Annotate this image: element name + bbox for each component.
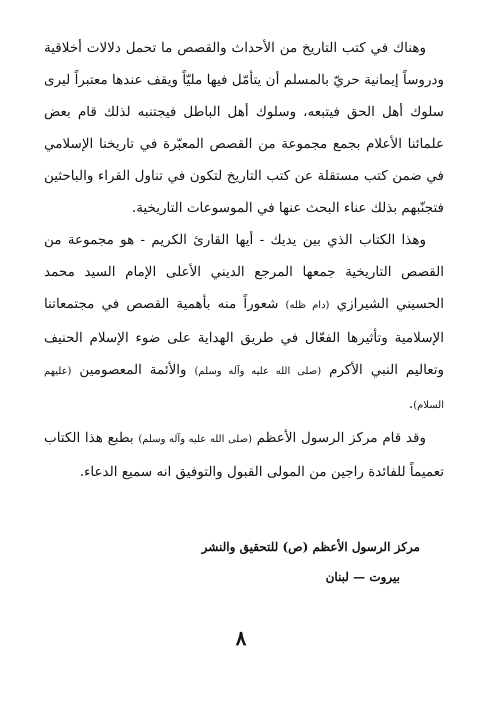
paragraph-2 (44, 224, 444, 422)
paragraph-text: والأئمة المعصومين (71, 362, 195, 378)
paragraph-text: بطبع هذا الكتاب تعميماً للفائدة راجين من المولى القبول والتوفيق انه سميع الدعاء. (44, 430, 444, 480)
paragraph-3 (44, 422, 444, 488)
paragraph-text: وهذا الكتاب الذي بين يديك - أيها القارئ الكريم - هو مجموعة من القصص التاريخية جمعها المرجع الديني الأعلى الإمام السيد محمد الحسيني الشيرازي (44, 232, 444, 312)
signature-block (80, 532, 420, 592)
signature-place: بيروت — لبنان (325, 570, 400, 584)
paragraph-text: وهناك في كتب التاريخ من الأحداث والقصص ما تحمل دلالات أخلاقية ودروساً إيمانية حريّ بالمسلم أن يتأمّل فيها مليّاً ويقف عندها معتبراً ليرى سلوك أهل الحق فيتبعه، وسلوك أهل الباطل فيجتنبه لذلك قام بعض علمائنا الأعلام بجمع مجموعة من القصص المعبّرة في تاريخنا الإسلامي في ضمن كتب مستقلة عن كتب التاريخ لتكون في تناول القراء والباحثين فتجنّبهم بذلك عناء البحث عنها في الموسوعات التاريخية. (44, 40, 444, 216)
paragraph-text: وقد قام مركز الرسول الأعظم (252, 430, 427, 446)
paragraph-text: شعوراً منه بأهمية القصص في مجتمعاتنا الإسلامية وتأثيرها الفعّال في طريق الهداية على ضوء الإسلام الحنيف وتعاليم النبي الأكرم (44, 296, 444, 378)
body-text (44, 32, 444, 488)
honorific-note: (دام ظله) (285, 300, 330, 311)
paragraph-text: . (408, 396, 414, 412)
honorific-note: (عليهم السلام) (44, 366, 444, 411)
page-number: ٨ (235, 626, 247, 650)
paragraph-1 (44, 32, 444, 224)
signature-organization: مركز الرسول الأعظم (ص) للتحقيق والنشر (201, 540, 420, 554)
honorific-note: (صلى الله عليه وآله وسلم) (138, 434, 252, 445)
honorific-note: (صلى الله عليه وآله وسلم) (194, 366, 322, 377)
